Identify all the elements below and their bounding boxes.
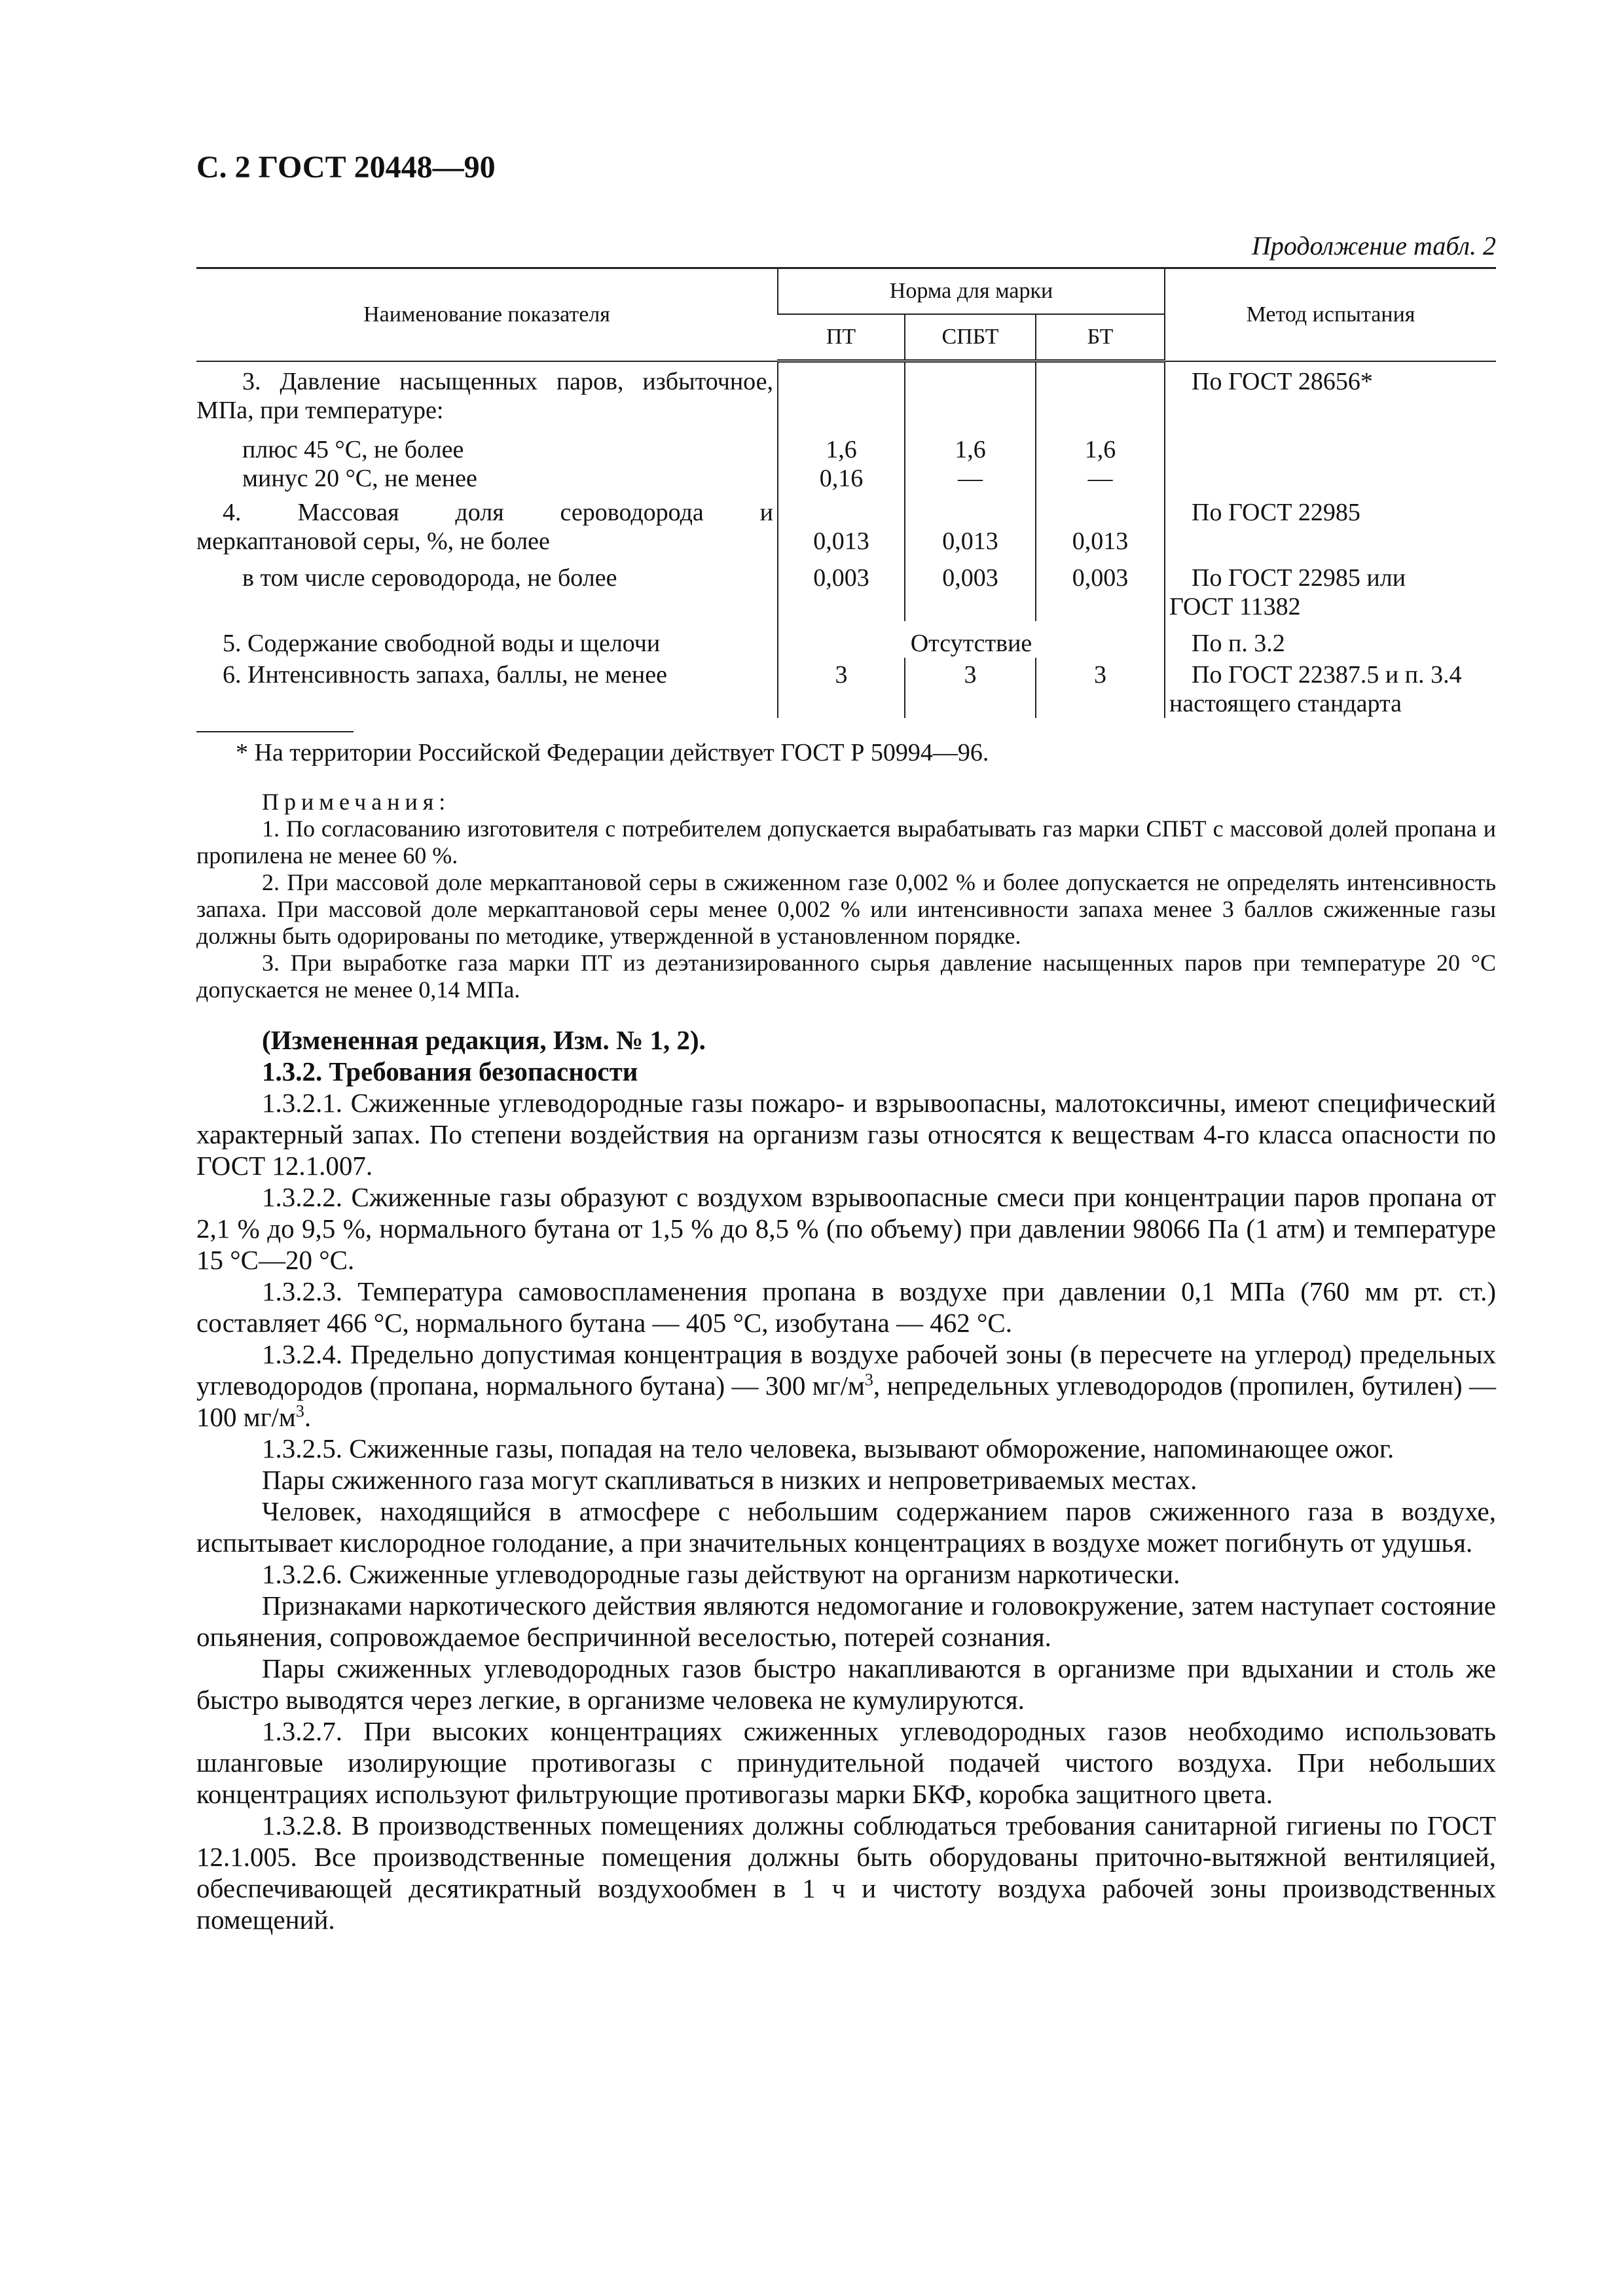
paragraph: Признаками наркотического действия являются недомогание и головокружение, затем наступает состояние опьянения, сопровождаемое беспричинной веселостью, потерей сознания. — [196, 1590, 1496, 1652]
row-method: По ГОСТ 28656* — [1165, 361, 1496, 425]
notes-title: Примечания: — [262, 789, 451, 815]
cell-pt: 3 — [778, 658, 905, 718]
note-item: 2. При массовой доле меркаптановой серы в сжиженном газе 0,002 % и более допускается не определять интенсивность запаха. При массовой доле меркаптановой серы менее 0,002 % или интенсивности запаха менее 3 баллов сжиженные газы должны быть одорированы по методике, утвержденной в установленном порядке. — [196, 869, 1496, 949]
row-method: По ГОСТ 22985 или — [1192, 564, 1406, 592]
col-pt-header: ПТ — [778, 314, 905, 361]
cell-pt: 0,003 — [778, 556, 905, 621]
paragraph: Человек, находящийся в атмосфере с небольшим содержанием паров сжиженного газа в воздухе, испытывает кислородное голодание, а при значительных концентрациях в воздухе может погибнуть от удушья. — [196, 1496, 1496, 1558]
document-page — [196, 0, 1496, 2296]
cell-pt: 0,16 — [778, 464, 905, 493]
table-row — [196, 658, 1496, 718]
note-item: 1. По согласованию изготовителя с потребителем допускается вырабатывать газ марки СПБТ с массовой долей пропана и пропилена не менее 60 %. — [196, 816, 1496, 869]
paragraph: 1.3.2.8. В производственных помещениях должны соблюдаться требования санитарной гигиены по ГОСТ 12.1.005. Все производственные помещения должны быть оборудованы приточно-вытяжной вентиляцией, обеспечивающей десятикратный воздухообмен в 1 ч и чистоту воздуха рабочей зоны производственных помещений. — [196, 1810, 1496, 1935]
notes-section — [196, 789, 1496, 1003]
table-row — [196, 425, 1496, 464]
row-method: настоящего стандарта — [1169, 689, 1402, 717]
row-name: минус 20 °С, не менее — [242, 464, 477, 492]
cell-bt: 0,003 — [1036, 556, 1165, 621]
row-method: ГОСТ 11382 — [1169, 592, 1301, 620]
paragraph: Пары сжиженных углеводородных газов быстро накапливаются в организме при вдыхании и столь же быстро выводятся через легкие, в организме человека не кумулируются. — [196, 1653, 1496, 1715]
row-name: 6. Интенсивность запаха, баллы, не менее — [223, 660, 667, 689]
row-name: в том числе сероводорода, не более — [242, 564, 617, 592]
table-row — [196, 493, 1496, 556]
col-spbt-header: СПБТ — [905, 314, 1036, 361]
note-item: 3. При выработке газа марки ПТ из деэтанизированного сырья давление насыщенных паров при температуре 20 °С допускается не менее 0,14 МПа. — [196, 950, 1496, 1003]
paragraph: 1.3.2.3. Температура самовоспламенения пропана в воздухе при давлении 0,1 МПа (760 мм рт. ст.) составляет 466 °С, нормального бутана — 405 °С, изобутана — 462 °С. — [196, 1276, 1496, 1338]
table-header-row — [196, 268, 1496, 315]
row-name: 5. Содержание свободной воды и щелочи — [223, 629, 661, 657]
col-bt-header: БТ — [1036, 314, 1165, 361]
cell-spbt: 1,6 — [905, 425, 1036, 464]
footnote-divider — [196, 731, 354, 732]
cell-spbt: 0,013 — [905, 493, 1036, 556]
section-heading: 1.3.2. Требования безопасности — [262, 1056, 638, 1086]
row-name: 3. Давление насыщенных паров, избыточное, — [242, 367, 773, 395]
page-header: С. 2 ГОСТ 20448—90 — [196, 150, 496, 185]
cell-bt: — — [1036, 464, 1165, 493]
table-row — [196, 464, 1496, 493]
cell-bt: 3 — [1036, 658, 1165, 718]
row-method: По ГОСТ 22985 — [1165, 493, 1496, 556]
row-name: МПа, при температуре: — [196, 396, 444, 424]
col-norm-header: Норма для марки — [778, 268, 1165, 315]
paragraph: 1.3.2.7. При высоких концентрациях сжиженных углеводородных газов необходимо использовать шланговые изолирующие противогазы с принудительной подачей чистого воздуха. При небольших концентрациях используют фильтрующие противогазы марки БКФ, коробка защитного цвета. — [196, 1716, 1496, 1809]
row-name: плюс 45 °С, не более — [242, 435, 464, 463]
cell-spbt: 3 — [905, 658, 1036, 718]
table-continuation-label: Продолжение табл. 2 — [1251, 231, 1496, 260]
table-row — [196, 361, 1496, 425]
edited-note: (Измененная редакция, Изм. № 1, 2). — [262, 1025, 706, 1055]
spec-table — [196, 267, 1496, 718]
table-row — [196, 556, 1496, 621]
paragraph: 1.3.2.6. Сжиженные углеводородные газы действуют на организм наркотически. — [262, 1559, 1180, 1589]
table-row — [196, 621, 1496, 658]
row-name: меркаптановой серы, %, не более — [196, 527, 550, 555]
row-method: По ГОСТ 22387.5 и п. 3.4 — [1192, 660, 1462, 689]
row-name: 4. Массовая доля сероводорода и — [223, 498, 773, 526]
paragraph: Пары сжиженного газа могут скапливаться в низких и непроветриваемых местах. — [262, 1465, 1197, 1495]
paragraph: 1.3.2.4. Предельно допустимая концентрация в воздухе рабочей зоны (в пересчете на углерод) предельных углеводородов (пропана, нормального бутана) — 300 $мг/м^3$, непредельных углеводородов (пропилен, бутилен) — 100 $мг/м^3$. — [196, 1339, 1496, 1432]
footnote: * На территории Российской Федерации действует ГОСТ Р 50994—96. — [236, 739, 989, 766]
paragraph: 1.3.2.2. Сжиженные газы образуют с воздухом взрывоопасные смеси при концентрации паров пропана от 2,1 % до 9,5 %, нормального бутана от 1,5 % до 8,5 % (по объему) при давлении 98066 Па (1 атм) и температуре 15 °С—20 °С. — [196, 1182, 1496, 1275]
cell-spbt: 0,003 — [905, 556, 1036, 621]
cell-pt: 0,013 — [778, 493, 905, 556]
cell-bt: 0,013 — [1036, 493, 1165, 556]
cell-merged-value: Отсутствие — [778, 621, 1165, 658]
body-text — [196, 1024, 1496, 1935]
cell-pt: 1,6 — [778, 425, 905, 464]
col-indicator-header: Наименование показателя — [196, 268, 778, 361]
paragraph: 1.3.2.1. Сжиженные углеводородные газы пожаро- и взрывоопасны, малотоксичны, имеют специфический характерный запах. По степени воздействия на организм газы относятся к веществам 4-го класса опасности по ГОСТ 12.1.007. — [196, 1088, 1496, 1181]
row-method: По п. 3.2 — [1165, 621, 1496, 658]
cell-spbt: — — [905, 464, 1036, 493]
paragraph: 1.3.2.5. Сжиженные газы, попадая на тело человека, вызывают обморожение, напоминающее ожог. — [262, 1433, 1395, 1463]
col-method-header: Метод испытания — [1165, 268, 1496, 361]
cell-bt: 1,6 — [1036, 425, 1165, 464]
